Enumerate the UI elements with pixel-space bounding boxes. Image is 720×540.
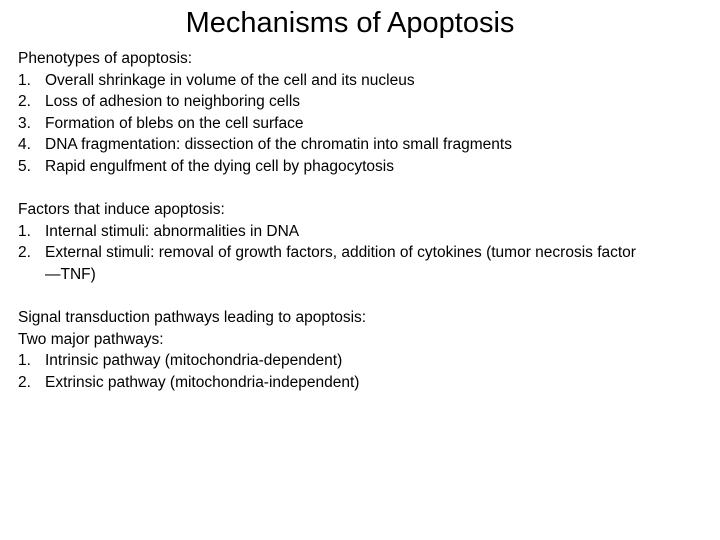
list-item — [18, 113, 698, 135]
item-text: Loss of adhesion to neighboring cells — [45, 93, 301, 111]
item-text: External stimuli: removal of growth factors, addition of cytokines (tumor necrosis factor—TNF) — [45, 244, 636, 283]
item-number: 5. — [18, 157, 31, 175]
item-number: 2. — [18, 244, 31, 262]
list-item — [18, 242, 645, 285]
section-heading: Factors that induce apoptosis: — [18, 201, 225, 219]
item-text: Formation of blebs on the cell surface — [45, 114, 304, 132]
section-subheading: Two major pathways: — [18, 330, 164, 348]
list-item — [18, 350, 698, 372]
section-heading: Phenotypes of apoptosis: — [18, 50, 193, 67]
list-item — [18, 134, 698, 156]
item-text: Overall shrinkage in volume of the cell and its nucleus — [45, 71, 415, 89]
list-item — [18, 91, 698, 113]
item-text: Extrinsic pathway (mitochondria-independent) — [45, 373, 360, 391]
list-item — [18, 70, 698, 92]
item-number: 1. — [18, 352, 31, 370]
item-text: Intrinsic pathway (mitochondria-dependent) — [45, 352, 343, 370]
list-item — [18, 372, 698, 394]
slide-title: Mechanisms of Apoptosis — [185, 7, 515, 39]
phenotypes-section — [18, 48, 698, 178]
factors-section — [18, 199, 698, 285]
list-item — [18, 221, 698, 243]
list-item — [18, 156, 698, 178]
item-number: 4. — [18, 136, 31, 154]
pathways-section — [18, 307, 698, 393]
item-number: 3. — [18, 114, 31, 132]
item-text: Rapid engulfment of the dying cell by phagocytosis — [45, 157, 394, 175]
item-number: 1. — [18, 222, 31, 240]
item-number: 1. — [18, 71, 31, 89]
section-heading: Signal transduction pathways leading to apoptosis: — [18, 309, 367, 327]
item-text: Internal stimuli: abnormalities in DNA — [45, 222, 300, 240]
item-number: 2. — [18, 93, 31, 111]
slide-body — [18, 48, 698, 415]
item-text: DNA fragmentation: dissection of the chromatin into small fragments — [45, 136, 512, 154]
item-number: 2. — [18, 373, 31, 391]
